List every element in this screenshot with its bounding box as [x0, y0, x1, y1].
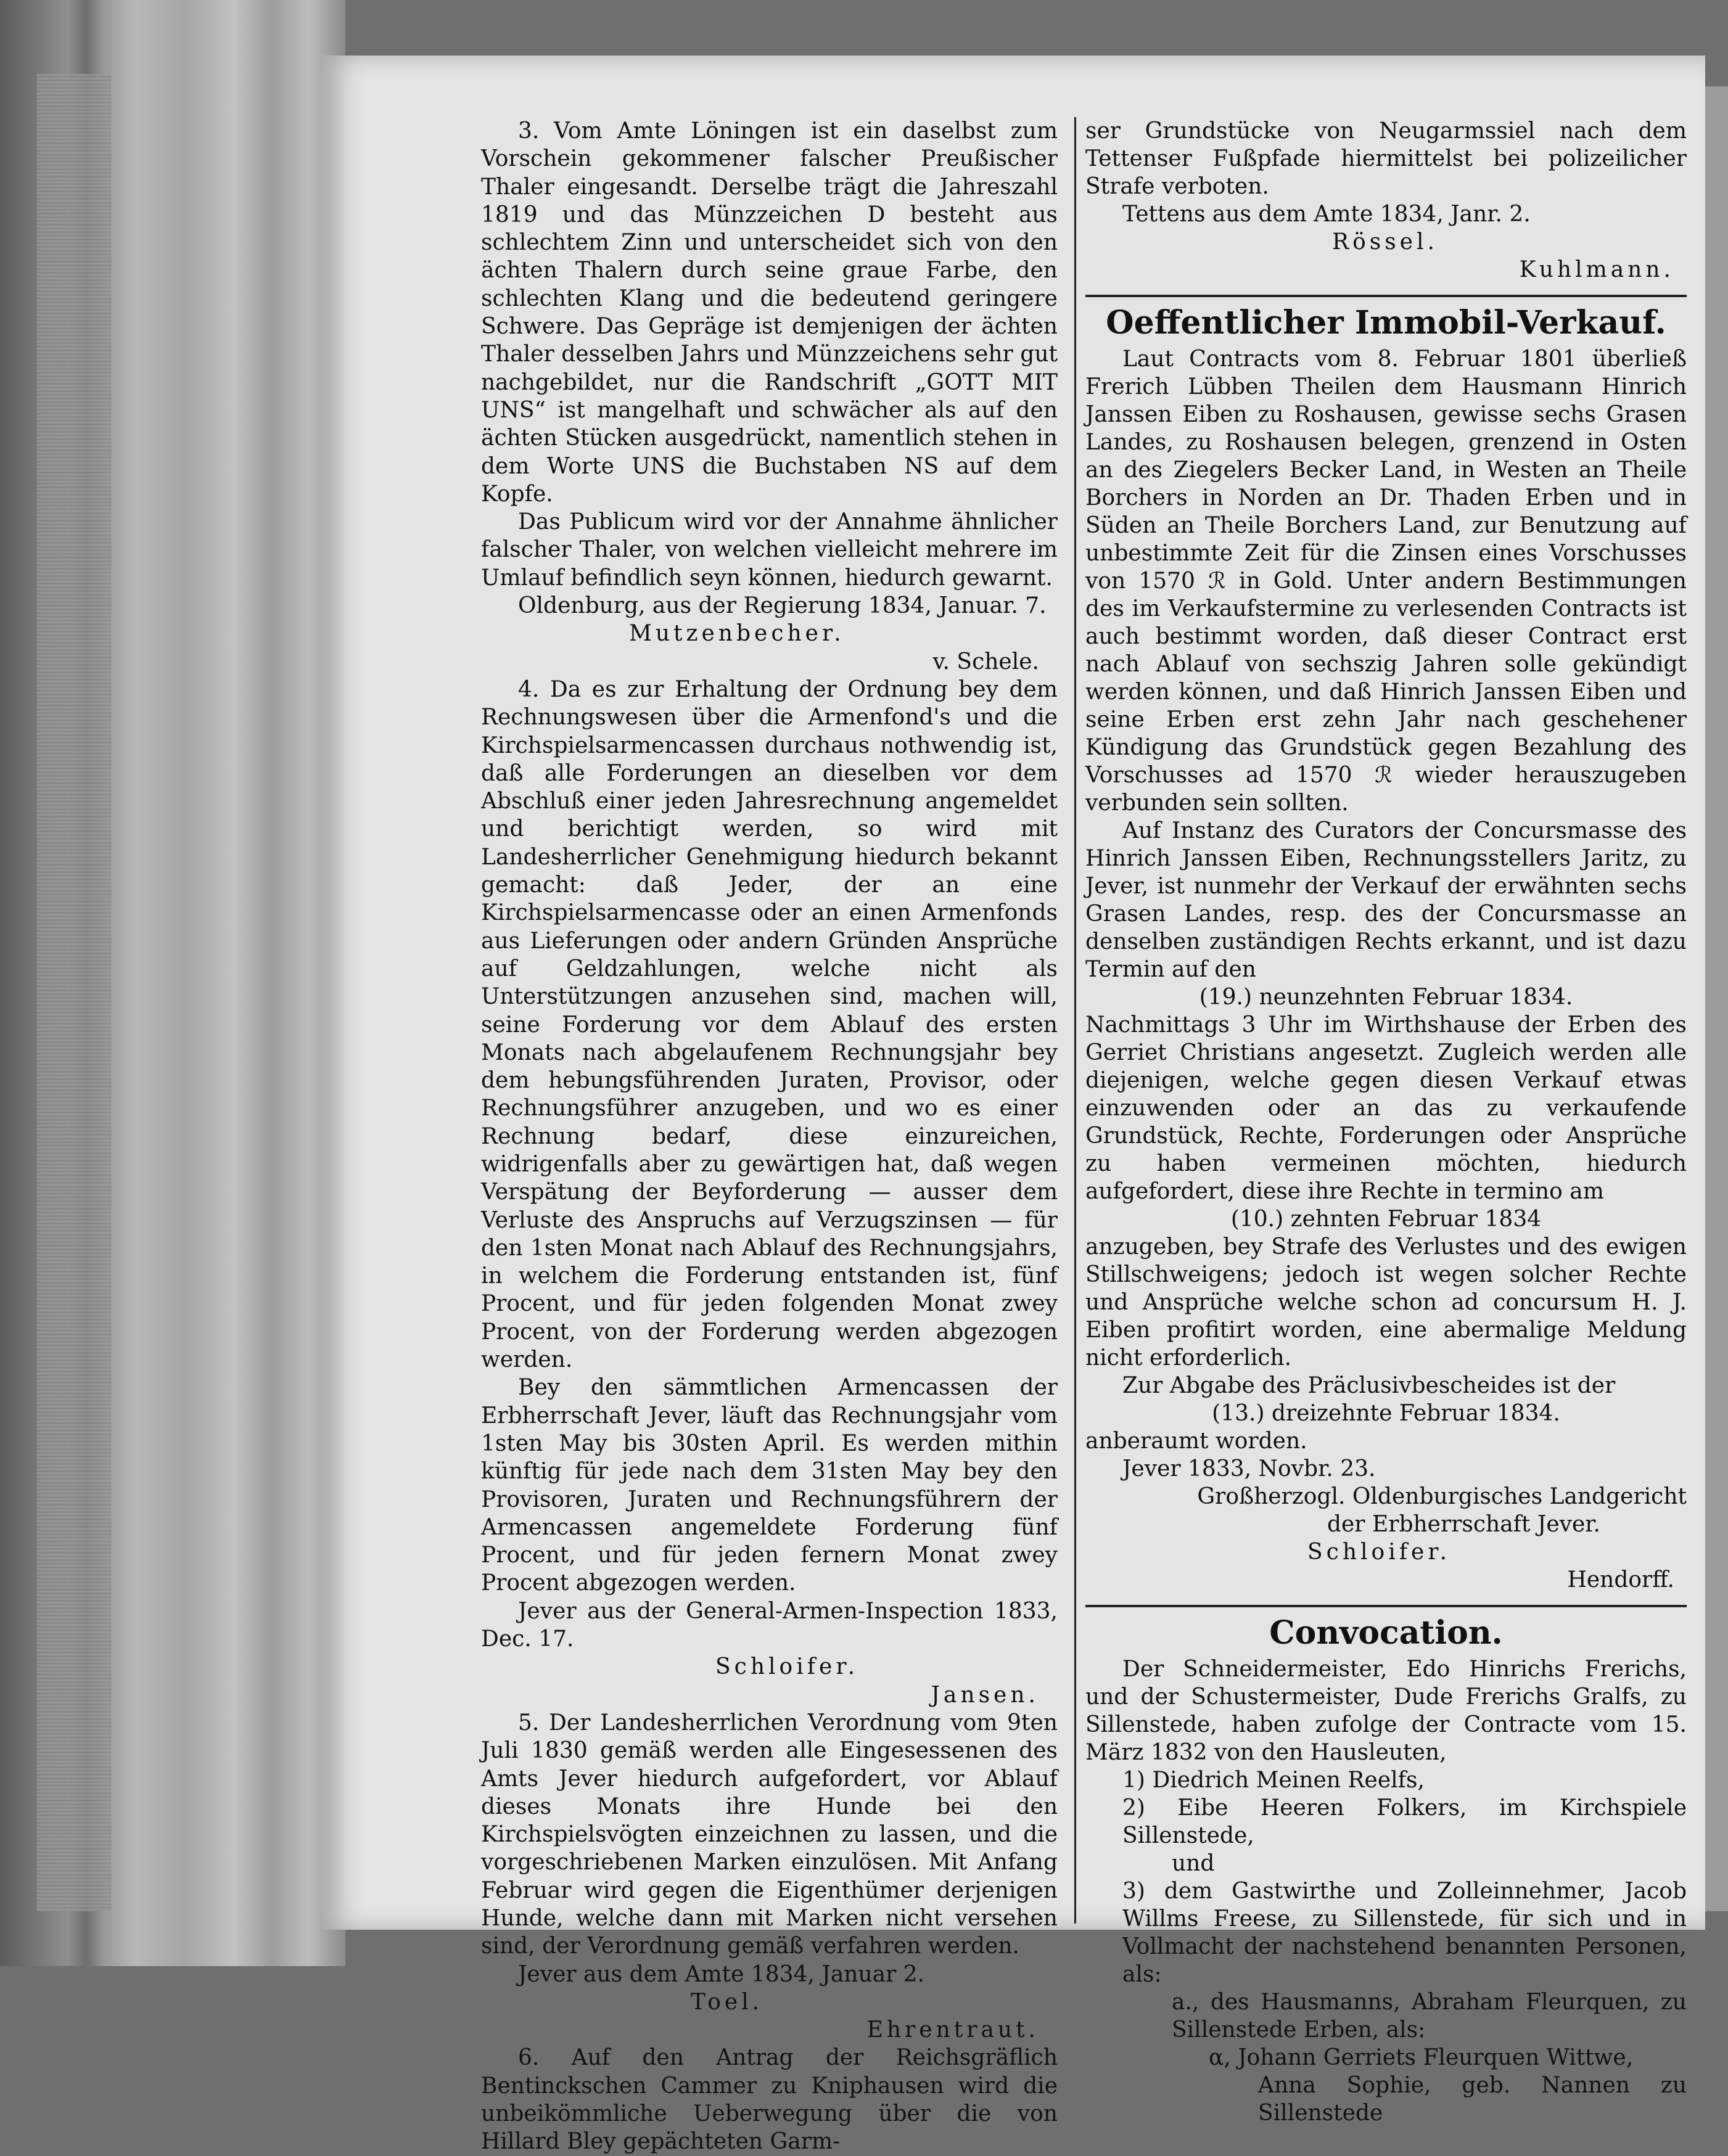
sale-text-4: anzugeben, bey Strafe des Verlustes und des ewigen Stillschweigens; jedoch ist wegen solcher Rechte und Ansprüche welche schon ad concursum H. J. Eiben profitirt worden, eine abermalige Meldung nicht erforderlich. [1085, 1234, 1687, 1371]
notice-3-signature-1: Mutzenbecher. [629, 621, 845, 647]
notice-5-text: 5. Der Landesherrlichen Verordnung vom 9ten Juli 1830 gemäß werden alle Eingesessenen des Amts Jever hiedurch aufgefordert, vor Ablauf dieses Monats ihre Hunde bei den Kirchspielsvögten einzeichnen zu lassen, und die vorgeschriebenen Marken einzulösen. Mit Anfang Februar wird gegen die Eigenthümer derjenigen Hunde, welche dann mit Marken nicht versehen sind, der Verordnung gemäß verfahren werden. [481, 1710, 1058, 1959]
notice-6-continuation: ser Grundstücke von Neugarmssiel nach dem Tettenser Fußpfade hiermittelst bei polizeilicher Strafe verboten. [1085, 118, 1687, 199]
sale-heading: Oeffentlicher Immobil-Verkauf. [1106, 304, 1666, 342]
notice-4-text-2: Bey den sämmtlichen Armencassen der Erbherrschaft Jever, läuft das Rechnungsjahr vom 1sten May bis 30sten April. Es werden mithin künftig für jede nach dem 31sten May bey den Provisoren, Juraten und Rechnungsführern der Armencassen angemeldete Forderung fünf Procent, und für jeden fernern Monat zwey Procent abgezogen werden. [481, 1375, 1058, 1596]
sale-text-1: Laut Contracts vom 8. Februar 1801 überließ Frerich Lübben Theilen dem Hausmann Hinrich Janssen Eiben zu Roshausen, gewisse sechs Grasen Landes, zu Roshausen belegen, grenzend in Osten an des Ziegelers Becker Land, in Westen an Theile Borchers in Norden an Dr. Thaden Erben und in Süden an Theile Borchers Land, zur Benutzung auf unbestimmte Zeit für die Zinsen eines Vorschusses von 1570 ℛ in Gold. Unter andern Bestimmungen des im Verkaufstermine zu verlesenden Contracts ist auch bestimmt worden, daß dieser Contract erst nach Ablauf von sechszig Jahren solle gekündigt werden können, und daß Hinrich Janssen Eiben und seine Erben erst zehn Jahr nach geschehener Kündigung das Grundstück gegen Bezahlung des Vorschusses ad 1570 ℛ wieder herauszugeben verbunden sein sollten. [1085, 346, 1687, 816]
convocation-item-1: 1) Diedrich Meinen Reelfs, [1122, 1768, 1425, 1793]
notice-6-signature-1: Rössel. [1332, 229, 1438, 255]
notice-4-signature-2: Jansen. [931, 1682, 1039, 1708]
notice-6-text: 6. Auf den Antrag der Reichsgräflich Bentinckschen Cammer zu Kniphausen wird die unbeikömmliche Ueberwegung über die von Hillard Bley gepächteten Garm- [481, 2045, 1058, 2155]
notice-3-text: 3. Vom Amte Löningen ist ein daselbst zum Vorschein gekommener falscher Preußischer Thaler eingesandt. Derselbe trägt die Jahreszahl 1819 und das Münzzeichen D besteht aus schlechtem Zinn und unterscheidet sich von den ächten Thalern durch seine graue Farbe, den schlechten Klang und die bedeutend geringere Schwere. Das Gepräge ist demjenigen der ächten Thaler desselben Jahrs und Münzzeichens sehr gut nachgebildet, nur die Randschrift „GOTT MIT UNS“ ist mangelhaft und schwächer als auf den ächten Stücken ausgedrückt, namentlich stehen in dem Worte UNS die Buchstaben NS auf dem Kopfe. [481, 118, 1058, 507]
convocation-sub-a: a., des Hausmanns, Abraham Fleurquen, zu Sillenstede Erben, als: [1172, 1990, 1687, 2043]
sale-signature-1: Schloifer. [1307, 1539, 1451, 1565]
column-divider [1074, 117, 1076, 1924]
sale-text-3: Nachmittags 3 Uhr im Wirthshause der Erben des Gerriet Christians angesetzt. Zugleich werden alle diejenigen, welche gegen diesen Verkauf etwas einzuwenden oder an das zu verkaufende Grundstück, Rechte, Forderungen oder Ansprüche zu haben vermeinen möchten, hiedurch aufgefordert, diese ihre Rechte in termino am [1085, 1012, 1687, 1204]
notice-5-place-date: Jever aus dem Amte 1834, Januar 2. [518, 1961, 925, 1987]
sale-court-1: Großherzogl. Oldenburgisches Landgericht [1197, 1484, 1687, 1509]
sale-text-5: Zur Abgabe des Präclusivbescheides ist der [1122, 1373, 1616, 1398]
section-rule [1085, 1605, 1687, 1607]
sale-court-2: der Erbherrschaft Jever. [1327, 1512, 1600, 1537]
sale-text-2: Auf Instanz des Curators der Concursmasse des Hinrich Janssen Eiben, Rechnungsstellers Jaritz, zu Jever, ist nunmehr der Verkauf der erwähnten sechs Grasen Landes, resp. des der Concursmasse an denselben zuständigen Rechts erkannt, und ist dazu Termin auf den [1085, 818, 1687, 982]
convocation-sub-a1: α, Johann Gerriets Fleurquen Wittwe, [1209, 2045, 1634, 2070]
convocation-und: und [1172, 1851, 1215, 1876]
sale-text-6: anberaumt worden. [1085, 1428, 1307, 1454]
sale-date-1: (19.) neunzehnten Februar 1834. [1199, 985, 1573, 1010]
notice-3-place-date: Oldenburg, aus der Regierung 1834, Januar. 7. [518, 593, 1047, 619]
left-column [481, 117, 1058, 2156]
document-page [321, 55, 1705, 2155]
notice-5-signature-2: Ehrentraut. [866, 2017, 1039, 2043]
page-block [37, 74, 111, 1911]
notice-5-signature-1: Toel. [691, 1989, 763, 2015]
convocation-sub-a2: Anna Sophie, geb. Nannen zu Sillenstede [1258, 2073, 1687, 2126]
sale-place-date: Jever 1833, Novbr. 23. [1122, 1456, 1376, 1482]
convocation-heading: Convocation. [1269, 1614, 1503, 1652]
notice-6-place-date: Tettens aus dem Amte 1834, Janr. 2. [1122, 202, 1531, 227]
right-column [1085, 117, 1687, 2127]
notice-4-signature-1: Schloifer. [715, 1654, 859, 1680]
notice-3-signature-2: v. Schele. [932, 649, 1039, 674]
notice-6-signature-2: Kuhlmann. [1519, 257, 1674, 282]
notice-4-text: 4. Da es zur Erhaltung der Ordnung bey dem Rechnungswesen über die Armenfond's und die Kirchspielsarmencassen durchaus nothwendig ist, daß alle Forderungen an dieselben vor dem Abschluß einer jeden Jahresrechnung angemeldet und berichtigt werden, so wird mit Landesherrlicher Genehmigung hiedurch bekannt gemacht: daß Jeder, der an eine Kirchspielsarmencasse oder an einen Armenfonds aus Lieferungen oder andern Gründen Ansprüche auf Geldzahlungen, welche nicht als Unterstützungen anzusehen sind, machen will, seine Forderung vor dem Ablauf des ersten Monats nach abgelaufenem Rechnungsjahr bey dem hebungsführenden Juraten, Provisor, oder Rechnungsführer anzugeben, und wo es einer Rechnung bedarf, diese einzureichen, widrigenfalls aber zu gewärtigen hat, daß wegen Verspätung der Beyforderung — ausser dem Verluste des Anspruchs auf Verzugszinsen — für den 1sten Monat nach Ablauf des Rechnungsjahrs, in welchem die Forderung entstanden ist, fünf Procent, und für jeden folgenden Monat zwey Procent, von der Forderung werden abgezogen werden. [481, 676, 1058, 1373]
convocation-text-1: Der Schneidermeister, Edo Hinrichs Frerichs, und der Schustermeister, Dude Frerichs Gralfs, zu Sillenstede, haben zufolge der Contracte vom 15. März 1832 von den Hausleuten, [1085, 1657, 1687, 1765]
notice-4-place-date: Jever aus der General-Armen-Inspection 1833, Dec. 17. [481, 1598, 1058, 1652]
sale-signature-2: Hendorff. [1567, 1567, 1674, 1592]
sale-date-2: (10.) zehnten Februar 1834 [1230, 1207, 1542, 1232]
section-rule [1085, 295, 1687, 297]
sale-date-3: (13.) dreizehnte Februar 1834. [1212, 1401, 1560, 1426]
book-spine [0, 0, 345, 1966]
convocation-item-3: 3) dem Gastwirthe und Zolleinnehmer, Jacob Willms Freese, zu Sillenstede, für sich und in Vollmacht der nachstehend benannten Personen, als: [1122, 1879, 1687, 1987]
notice-3-warning: Das Publicum wird vor der Annahme ähnlicher falscher Thaler, von welchen vielleicht mehrere im Umlauf befindlich seyn können, hiedurch gewarnt. [481, 509, 1058, 591]
convocation-item-2: 2) Eibe Heeren Folkers, im Kirchspiele Sillenstede, [1122, 1795, 1687, 1848]
next-page-edge [1705, 86, 1728, 1911]
